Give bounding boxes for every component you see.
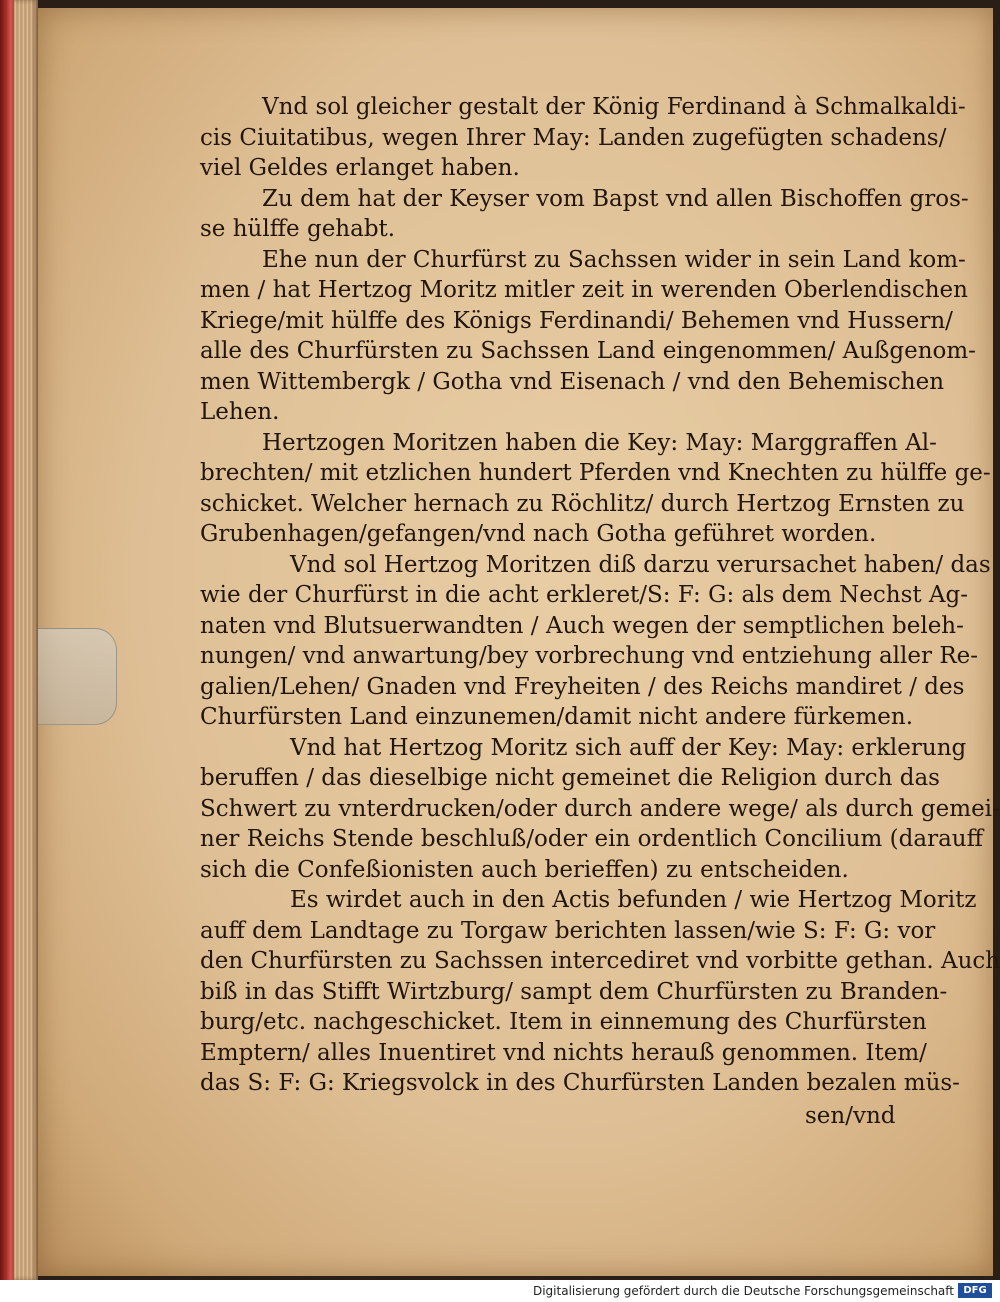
text-line: wie der Churfürst in die acht erkleret/S: F: G: als dem Nechst Ag- [200, 582, 969, 608]
text-line: Es wirdet auch in den Actis befunden / wie Hertzog Moritz [290, 887, 977, 913]
dfg-logo-icon: DFG [958, 1283, 992, 1298]
text-line: Ehe nun der Churfürst zu Sachssen wider in sein Land kom- [262, 246, 966, 273]
text-line: den Churfürsten zu Sachssen intercediret vnd vorbitte gethan. Auch [200, 948, 1000, 974]
text-line: Schwert zu vnterdrucken/oder durch andere wege/ als durch gemei- [200, 795, 1000, 822]
text-line: Lehen. [200, 399, 280, 425]
text-line: Vnd sol Hertzog Moritzen diß darzu verursachet haben/ das [290, 551, 991, 578]
text-line: beruffen / das dieselbige nicht gemeinet die Religion durch das [200, 765, 940, 791]
text-line: se hülffe gehabt. [200, 216, 396, 242]
text-line: men Wittembergk / Gotha vnd Eisenach / vnd den Behemischen [200, 368, 945, 395]
text-line: biß in das Stifft Wirtzburg/ sampt dem Churfürsten zu Branden- [200, 978, 948, 1005]
text-line: sich die Confeßionisten auch berieffen) zu entscheiden. [200, 856, 849, 883]
text-line: Vnd sol gleicher gestalt der König Ferdinand à Schmalkaldi- [262, 94, 966, 120]
footer-bar [0, 1280, 1000, 1302]
text-line: cis Ciuitatibus, wegen Ihrer May: Landen zugefügten schadens/ [200, 124, 947, 151]
text-line: viel Geldes erlanget haben. [200, 155, 520, 181]
text-line: Kriege/mit hülffe des Königs Ferdinandi/ Behemen vnd Hussern/ [200, 307, 953, 334]
page-clip [38, 628, 117, 725]
text-line: Zu dem hat der Keyser vom Bapst vnd allen Bischoffen gros- [262, 185, 969, 212]
book-cover-edge [0, 0, 14, 1280]
text-line: Churfürsten Land einzunemen/damit nicht andere fürkemen. [200, 704, 914, 730]
text-line: alle des Churfürsten zu Sachssen Land eingenommen/ Außgenom- [200, 338, 976, 364]
text-line: schicket. Welcher hernach zu Röchlitz/ durch Hertzog Ernsten zu [200, 490, 965, 517]
catchword: sen/vnd [805, 1103, 896, 1129]
text-line: Vnd hat Hertzog Moritz sich auff der Key: May: erklerung [290, 734, 967, 761]
page-text [200, 92, 1000, 1099]
text-line: Emptern/ alles Inuentiret vnd nichts herauß genommen. Item/ [200, 1039, 927, 1066]
text-line: men / hat Hertzog Moritz mitler zeit in werenden Oberlendischen [200, 277, 968, 303]
text-line: ner Reichs Stende beschluß/oder ein ordentlich Concilium (darauff [200, 826, 983, 852]
text-line: nungen/ vnd anwartung/bey vorbrechung vnd entziehung aller Re- [200, 643, 979, 669]
text-line: Grubenhagen/gefangen/vnd nach Gotha geführet worden. [200, 521, 877, 547]
text-line: naten vnd Blutsuerwandten / Auch wegen der semptlichen beleh- [200, 612, 964, 639]
text-line: burg/etc. nachgeschicket. Item in einnemung des Churfürsten [200, 1009, 927, 1035]
text-line: brechten/ mit etzlichen hundert Pferden vnd Knechten zu hülffe ge- [200, 460, 991, 486]
text-line: Hertzogen Moritzen haben die Key: May: Marggraffen Al- [262, 429, 937, 456]
page-edges [14, 0, 38, 1280]
text-line: galien/Lehen/ Gnaden vnd Freyheiten / des Reichs mandiret / des [200, 673, 965, 700]
text-line: auff dem Landtage zu Torgaw berichten lassen/wie S: F: G: vor [200, 917, 936, 944]
funding-credit: Digitalisierung gefördert durch die Deutsche Forschungsgemeinschaft [532, 1284, 954, 1298]
text-line: das S: F: G: Kriegsvolck in des Churfürsten Landen bezalen müs- [200, 1070, 960, 1096]
